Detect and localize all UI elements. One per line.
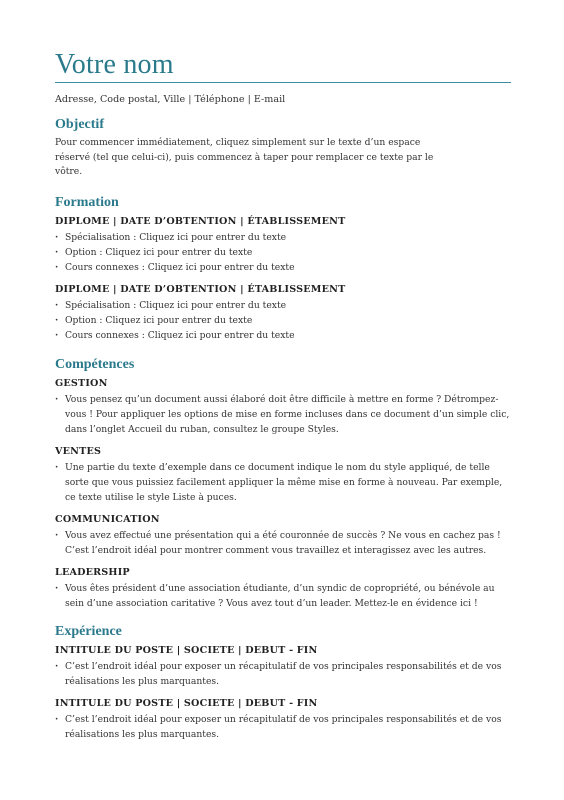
- list-item[interactable]: · C’est l’endroit idéal pour exposer un récapitulatif de vos principales responsabilités et de vos réalisations les plus marquantes.: [55, 712, 515, 742]
- formation-heading[interactable]: DIPLOME | DATE D’OBTENTION | ÉTABLISSEMENT: [55, 215, 346, 227]
- list-item[interactable]: · C’est l’endroit idéal pour exposer un récapitulatif de vos principales responsabilités et de vos réalisations les plus marquantes.: [55, 659, 515, 689]
- list-item[interactable]: · Vous pensez qu’un document aussi élaboré doit être difficile à mettre en forme ? Détrompez-vous ! Pour appliquer les options de mise en forme incluses dans ce document d’un simple clic, dans l’onglet Accueil du ruban, consultez le groupe Styles.: [55, 392, 515, 437]
- section-experience: [55, 624, 515, 742]
- section-title-objectif[interactable]: Objectif: [55, 117, 104, 132]
- section-objectif: [55, 117, 515, 180]
- skill-list: [55, 460, 515, 505]
- header-rule: [55, 82, 511, 83]
- list-item[interactable]: · Option : Cliquez ici pour entrer du texte: [55, 313, 515, 328]
- formation-list: [55, 230, 515, 275]
- skill-group: [55, 446, 515, 505]
- skill-group: [55, 378, 515, 437]
- name-heading[interactable]: Votre nom: [55, 49, 174, 80]
- experience-list: [55, 659, 515, 689]
- experience-entry: [55, 698, 515, 742]
- experience-list: [55, 712, 515, 742]
- skill-group: [55, 514, 515, 558]
- objectif-text[interactable]: Pour commencer immédiatement, cliquez simplement sur le texte d’un espace réservé (tel que celui-ci), puis commencez à taper pour remplacer ce texte par le vôtre.: [55, 137, 434, 177]
- skill-heading[interactable]: GESTION: [55, 377, 108, 389]
- section-title-experience[interactable]: Expérience: [55, 623, 122, 639]
- skill-heading[interactable]: LEADERSHIP: [55, 566, 130, 578]
- contact-line[interactable]: Adresse, Code postal, Ville | Téléphone | E-mail: [55, 94, 286, 105]
- list-item[interactable]: · Cours connexes : Cliquez ici pour entrer du texte: [55, 260, 515, 275]
- list-item[interactable]: · Option : Cliquez ici pour entrer du texte: [55, 245, 515, 260]
- skill-heading[interactable]: COMMUNICATION: [55, 513, 160, 525]
- resume-content: [55, 0, 515, 742]
- skill-list: [55, 392, 515, 437]
- skill-list: [55, 528, 515, 558]
- list-item[interactable]: · Une partie du texte d’exemple dans ce document indique le nom du style appliqué, de telle sorte que vous puissiez facilement appliquer la même mise en forme à nouveau. Par exemple, ce texte utilise le style Liste à puces.: [55, 460, 515, 505]
- formation-list: [55, 298, 515, 343]
- list-item[interactable]: · Vous êtes président d’une association étudiante, d’un syndic de copropriété, ou bénévole au sein d’une association caritative ? Vous avez tout d’un leader. Mettez-le en évidence ici !: [55, 581, 515, 611]
- formation-entry: [55, 216, 515, 275]
- list-item[interactable]: · Spécialisation : Cliquez ici pour entrer du texte: [55, 298, 515, 313]
- experience-heading[interactable]: INTITULE DU POSTE | SOCIETE | DEBUT - FIN: [55, 644, 318, 656]
- section-competences: [55, 357, 515, 611]
- formation-entry: [55, 284, 515, 343]
- list-item[interactable]: · Spécialisation : Cliquez ici pour entrer du texte: [55, 230, 515, 245]
- skill-list: [55, 581, 515, 611]
- skill-heading[interactable]: VENTES: [55, 445, 102, 457]
- list-item[interactable]: · Vous avez effectué une présentation qui a été couronnée de succès ? Ne vous en cachez pas ! C’est l’endroit idéal pour montrer comment vous travaillez et interagissez avec les autres.: [55, 528, 515, 558]
- section-title-competences[interactable]: Compétences: [55, 356, 135, 372]
- formation-heading[interactable]: DIPLOME | DATE D’OBTENTION | ÉTABLISSEMENT: [55, 283, 346, 295]
- experience-heading[interactable]: INTITULE DU POSTE | SOCIETE | DEBUT - FIN: [55, 697, 318, 709]
- list-item[interactable]: · Cours connexes : Cliquez ici pour entrer du texte: [55, 328, 515, 343]
- experience-entry: [55, 645, 515, 689]
- section-title-formation[interactable]: Formation: [55, 194, 119, 210]
- section-formation: [55, 195, 515, 343]
- skill-group: [55, 567, 515, 611]
